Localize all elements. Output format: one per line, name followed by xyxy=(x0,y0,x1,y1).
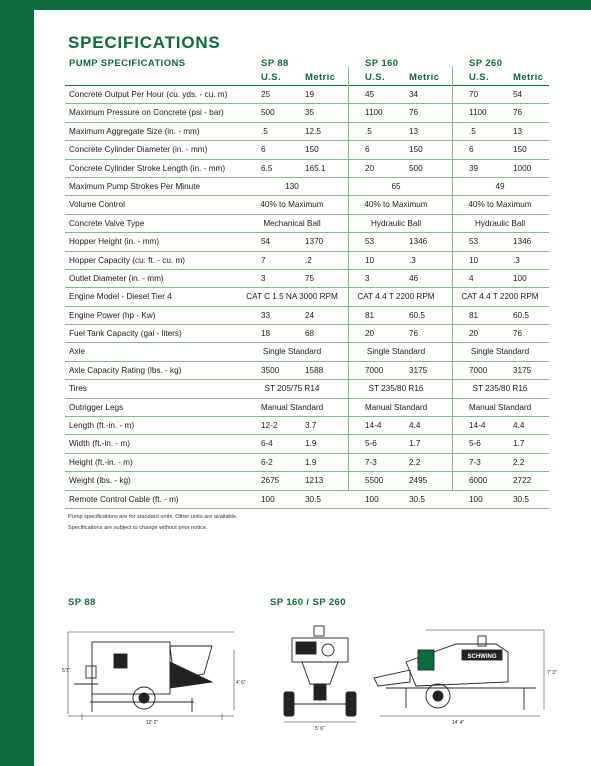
cell-metric: 76 xyxy=(409,108,419,118)
cell-metric: 1346 xyxy=(409,237,428,247)
table-row xyxy=(65,454,549,472)
cell-us: 7-3 xyxy=(469,457,481,467)
cell-combined: 130 xyxy=(285,181,299,191)
row-label: Outrigger Legs xyxy=(69,402,124,412)
cell-combined: 65 xyxy=(391,181,401,191)
row-label: Height (ft.-in. - m) xyxy=(69,457,133,467)
row-label: Concrete Output Per Hour (cu. yds. - cu. m) xyxy=(69,90,228,99)
cell-us: 3 xyxy=(365,273,370,283)
cell-us: .5 xyxy=(469,126,476,136)
page-title: SPECIFICATIONS xyxy=(68,33,221,52)
cell-metric: 1.9 xyxy=(305,439,317,449)
footnotes xyxy=(68,512,237,534)
cell-combined: Mechanical Ball xyxy=(263,218,321,228)
cell-metric: 3.7 xyxy=(305,421,317,431)
cell-metric: 1370 xyxy=(305,237,324,247)
cell-us: 4 xyxy=(469,273,474,283)
table-row xyxy=(65,215,549,233)
cell-us: 12-2 xyxy=(261,421,278,431)
row-label: Width (ft.-in. - m) xyxy=(69,439,130,449)
cell-metric: 75 xyxy=(305,273,315,283)
cell-metric: 1.7 xyxy=(513,439,525,449)
cell-us: 81 xyxy=(365,310,375,320)
cell-us: 7 xyxy=(261,255,266,265)
cell-us: 6 xyxy=(261,145,266,155)
unit-metric-sp260: Metric xyxy=(513,72,544,83)
cell-combined: Single Standard xyxy=(262,347,322,357)
model-header-sp260: SP 260 xyxy=(469,58,503,69)
row-label: Maximum Pump Strokes Per Minute xyxy=(69,181,201,191)
cell-us: 45 xyxy=(365,90,375,99)
row-label: Tires xyxy=(69,384,87,394)
row-label: Hopper Height (in. - mm) xyxy=(69,237,160,247)
cell-combined: ST 205/75 R14 xyxy=(264,384,320,394)
cell-us: 25 xyxy=(261,90,271,99)
sp88-height-label: 4' 6" xyxy=(236,680,246,686)
table-row xyxy=(65,141,549,159)
cell-combined: ST 235/80 R16 xyxy=(472,384,528,394)
cell-metric: 2495 xyxy=(409,476,428,486)
cell-metric: 54 xyxy=(513,90,523,99)
cell-metric: 150 xyxy=(409,145,423,155)
table-row xyxy=(65,288,549,306)
cell-us: 5500 xyxy=(365,476,384,486)
cell-metric: 30.5 xyxy=(409,494,425,504)
cell-metric: 12.5 xyxy=(305,126,321,136)
left-green-band xyxy=(0,0,34,766)
cell-combined: 40% to Maximum xyxy=(364,200,428,210)
cell-metric: 24 xyxy=(305,310,315,320)
table-row xyxy=(65,233,549,251)
cell-us: 18 xyxy=(261,329,271,339)
cell-combined: CAT C 1.5 NA 3000 RPM xyxy=(246,292,338,302)
cell-metric: 60.5 xyxy=(409,310,425,320)
cell-us: 53 xyxy=(365,237,375,247)
table-body xyxy=(65,86,549,509)
row-label: Remote Control Cable (ft. - m) xyxy=(69,494,179,504)
cell-combined: Manual Standard xyxy=(468,402,532,412)
cell-combined: CAT 4.4 T 2200 RPM xyxy=(357,292,435,302)
cell-us: 100 xyxy=(261,494,275,504)
sp160-side-drawing xyxy=(366,622,558,732)
table-row xyxy=(65,435,549,453)
cell-metric: 2.2 xyxy=(409,457,421,467)
model-header-sp160: SP 160 xyxy=(365,58,399,69)
cell-combined: 49 xyxy=(495,181,505,191)
cell-metric: 46 xyxy=(409,273,419,283)
cell-us: 7000 xyxy=(365,365,384,375)
sp160-front-drawing xyxy=(280,622,362,732)
table-row xyxy=(65,86,549,104)
cell-metric: .3 xyxy=(409,255,416,265)
brand-logo-text: SCHWING xyxy=(467,654,497,660)
cell-metric: 1000 xyxy=(513,163,532,173)
cell-metric: 150 xyxy=(513,145,527,155)
cell-metric: 68 xyxy=(305,329,315,339)
row-label: Engine Model - Diesel Tier 4 xyxy=(69,292,172,302)
row-label: Hopper Capacity (cu. ft. - cu. m) xyxy=(69,255,186,265)
cell-metric: 4.4 xyxy=(409,421,421,431)
cell-us: 6 xyxy=(365,145,370,155)
table-row xyxy=(65,270,549,288)
cell-metric: 19 xyxy=(305,90,315,99)
sp160-width-label: 5' 6" xyxy=(315,726,325,732)
row-label: Axle xyxy=(69,347,85,357)
row-label: Concrete Valve Type xyxy=(69,218,145,228)
cell-metric: 1.9 xyxy=(305,457,317,467)
table-row xyxy=(65,362,549,380)
row-label: Engine Power (hp - Kw) xyxy=(69,310,156,320)
top-green-band xyxy=(34,0,591,10)
cell-metric: 4.4 xyxy=(513,421,525,431)
cell-us: 6.5 xyxy=(261,163,273,173)
cell-us: 1100 xyxy=(365,108,383,118)
cell-metric: 165.1 xyxy=(305,163,326,173)
cell-us: 10 xyxy=(469,255,479,265)
cell-us: 20 xyxy=(365,163,375,173)
cell-combined: Hydraulic Ball xyxy=(474,218,526,228)
row-label: Fuel Tank Capacity (gal - liters) xyxy=(69,329,182,339)
unit-us-sp160: U.S. xyxy=(365,72,386,83)
cell-us: 500 xyxy=(261,108,275,118)
cell-us: 7000 xyxy=(469,365,488,375)
cell-metric: 1346 xyxy=(513,237,532,247)
cell-combined: Hydraulic Ball xyxy=(370,218,422,228)
cell-us: 5-6 xyxy=(469,439,481,449)
cell-us: 6000 xyxy=(469,476,488,486)
cell-combined: Single Standard xyxy=(366,347,426,357)
row-label: Volume Control xyxy=(69,200,125,210)
row-label: Concrete Cylinder Stroke Length (in. - mm) xyxy=(69,163,226,173)
footnote-2: Specifications are subject to change without prior notice. xyxy=(68,525,208,531)
cell-us: 7-3 xyxy=(365,457,377,467)
cell-us: 14-4 xyxy=(469,421,486,431)
table-heading: PUMP SPECIFICATIONS xyxy=(69,58,186,69)
cell-us: 6-2 xyxy=(261,457,273,467)
cell-metric: .3 xyxy=(513,255,520,265)
cell-metric: 500 xyxy=(409,163,423,173)
figure-label-sp160-sp260: SP 160 / SP 260 xyxy=(270,597,346,608)
cell-us: 14-4 xyxy=(365,421,382,431)
cell-us: 53 xyxy=(469,237,479,247)
cell-metric: 1.7 xyxy=(409,439,421,449)
cell-us: .5 xyxy=(365,126,372,136)
table-row xyxy=(65,123,549,141)
table-row xyxy=(65,491,549,509)
table-row xyxy=(65,252,549,270)
cell-combined: Single Standard xyxy=(470,347,530,357)
cell-combined: CAT 4.4 T 2200 RPM xyxy=(461,292,539,302)
row-label: Length (ft.-in. - m) xyxy=(69,421,135,431)
row-label: Maximum Pressure on Concrete (psi - bar) xyxy=(69,108,224,118)
cell-us: 2675 xyxy=(261,476,280,486)
cell-metric: 76 xyxy=(513,329,523,339)
table-row xyxy=(65,178,549,196)
sp88-left-height-label: 5'7" xyxy=(62,668,71,674)
table-header-models xyxy=(65,55,549,69)
row-label: Concrete Cylinder Diameter (in. - mm) xyxy=(69,145,208,155)
cell-combined: ST 235/80 R16 xyxy=(368,384,424,394)
cell-metric: 60.5 xyxy=(513,310,529,320)
row-label: Axle Capacity Rating (lbs. - kg) xyxy=(69,365,182,375)
cell-us: .5 xyxy=(261,126,268,136)
table-row xyxy=(65,307,549,325)
cell-metric: 13 xyxy=(513,126,523,136)
sp160-height-label: 7' 3" xyxy=(547,670,557,676)
table-row xyxy=(65,399,549,417)
unit-us-sp88: U.S. xyxy=(261,72,282,83)
cell-combined: 40% to Maximum xyxy=(260,200,324,210)
table-row xyxy=(65,417,549,435)
cell-us: 39 xyxy=(469,163,479,173)
cell-us: 100 xyxy=(469,494,483,504)
unit-us-sp260: U.S. xyxy=(469,72,490,83)
unit-metric-sp160: Metric xyxy=(409,72,440,83)
cell-us: 20 xyxy=(469,329,479,339)
cell-metric: 150 xyxy=(305,145,319,155)
cell-us: 20 xyxy=(365,329,375,339)
sp160-length-label: 14' 4" xyxy=(451,720,465,726)
cell-metric: 2722 xyxy=(513,476,532,486)
cell-metric: 3175 xyxy=(513,365,532,375)
cell-us: 6 xyxy=(469,145,474,155)
table-row xyxy=(65,160,549,178)
cell-combined: Manual Standard xyxy=(260,402,324,412)
table-header-units xyxy=(65,69,549,86)
table-row xyxy=(65,325,549,343)
sp88-length-label: 12' 2" xyxy=(145,720,159,726)
cell-metric: 76 xyxy=(409,329,419,339)
cell-us: 10 xyxy=(365,255,375,265)
specifications-table xyxy=(65,55,549,509)
cell-us: 33 xyxy=(261,310,271,320)
cell-metric: 2.2 xyxy=(513,457,525,467)
cell-metric: 76 xyxy=(513,108,523,118)
cell-metric: 34 xyxy=(409,90,419,99)
cell-metric: 30.5 xyxy=(305,494,321,504)
cell-metric: 1213 xyxy=(305,476,324,486)
cell-us: 5-6 xyxy=(365,439,377,449)
row-label: Weight (lbs. - kg) xyxy=(69,476,131,486)
table-row xyxy=(65,472,549,490)
cell-us: 81 xyxy=(469,310,479,320)
column-divider-2 xyxy=(452,66,453,490)
column-divider-1 xyxy=(348,66,349,490)
cell-metric: 35 xyxy=(305,108,315,118)
row-label: Outlet Diameter (in. - mm) xyxy=(69,273,164,283)
sp88-side-drawing xyxy=(62,622,252,726)
table-row xyxy=(65,104,549,122)
figure-label-sp88: SP 88 xyxy=(68,597,96,608)
cell-us: 1100 xyxy=(469,108,487,118)
footnote-1: Pump specifications are for standard units. Other units are available. xyxy=(68,514,238,520)
model-header-sp88: SP 88 xyxy=(261,58,289,69)
table-row xyxy=(65,196,549,214)
cell-metric: 30.5 xyxy=(513,494,529,504)
cell-us: 3 xyxy=(261,273,266,283)
table-row xyxy=(65,343,549,361)
table-row xyxy=(65,380,549,398)
cell-combined: Manual Standard xyxy=(364,402,428,412)
row-label: Maximum Aggregate Size (in. - mm) xyxy=(69,126,200,136)
cell-metric: 100 xyxy=(513,273,527,283)
cell-metric: .2 xyxy=(305,255,312,265)
cell-metric: 13 xyxy=(409,126,419,136)
cell-us: 100 xyxy=(365,494,379,504)
cell-us: 54 xyxy=(261,237,271,247)
cell-us: 6-4 xyxy=(261,439,273,449)
unit-metric-sp88: Metric xyxy=(305,72,336,83)
cell-metric: 3175 xyxy=(409,365,428,375)
cell-us: 70 xyxy=(469,90,479,99)
cell-us: 3500 xyxy=(261,365,280,375)
cell-combined: 40% to Maximum xyxy=(468,200,532,210)
cell-metric: 1588 xyxy=(305,365,324,375)
